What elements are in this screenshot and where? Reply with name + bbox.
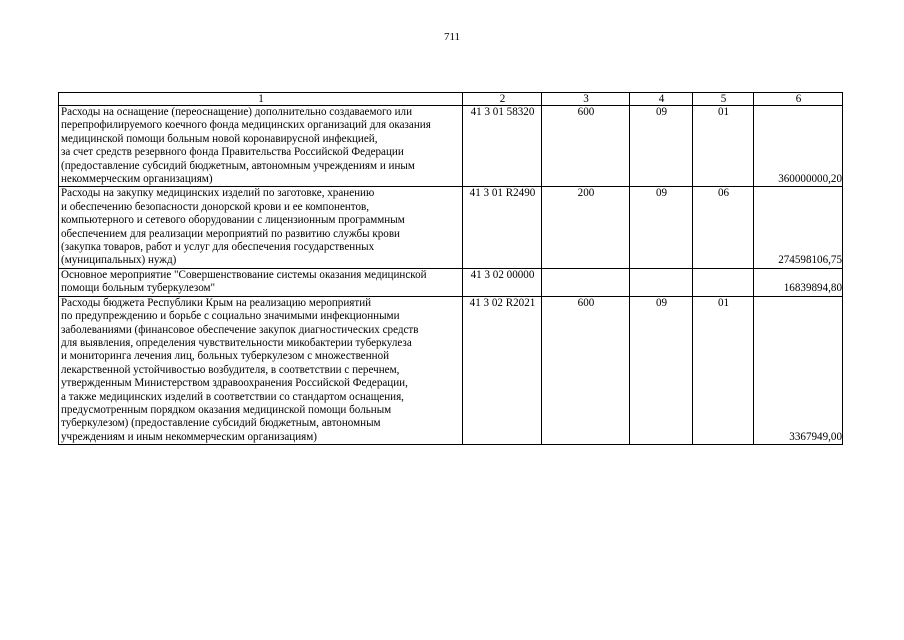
row-col4 <box>630 268 693 296</box>
row-col5: 01 <box>693 296 754 444</box>
row-col4: 09 <box>630 187 693 268</box>
table-row <box>59 187 843 268</box>
row-col3: 200 <box>542 187 630 268</box>
row-description: Расходы на оснащение (переоснащение) дополнительно создаваемого или перепрофилируемого коечного фонда медицинских организаций для оказания медицинской помощи больным новой коронавирусной инфекцией, за счет средств резервного фонда Правительства Российской Федерации (предоставление субсидий бюджетным, автономным учреждениям и иным некоммерческим организациям) <box>59 106 463 187</box>
column-header: 4 <box>630 93 693 106</box>
table-row <box>59 268 843 296</box>
row-col5: 06 <box>693 187 754 268</box>
table-header-row <box>59 93 843 106</box>
row-description: Расходы бюджета Республики Крым на реализацию мероприятий по предупреждению и борьбе с социально значимыми инфекционными заболеваниями (финансовое обеспечение закупок диагностических средств для выявления, определения чувствительности микобактерии туберкулеза и мониторинга лечения лиц, больных туберкулезом с множественной лекарственной устойчивостью возбудителя, в соответствии с перечнем, утвержденным Министерством здравоохранения Российской Федерации, а также медицинских изделий в соответствии со стандартом оснащения, предусмотренным порядком оказания медицинской помощи больным туберкулезом) (предоставление субсидий бюджетным, автономным учреждениям и иным некоммерческим организациям) <box>59 296 463 444</box>
column-header: 3 <box>542 93 630 106</box>
row-col4: 09 <box>630 296 693 444</box>
row-description: Расходы на закупку медицинских изделий по заготовке, хранению и обеспечению безопасности донорской крови и ее компонентов, компьютерного и сетевого оборудовании с лицензионным программным обеспечением для реализации мероприятий по развитию службы крови (закупка товаров, работ и услуг для обеспечения государственных (муниципальных) нужд) <box>59 187 463 268</box>
column-header: 1 <box>59 93 463 106</box>
row-code: 41 3 01 R2490 <box>463 187 542 268</box>
row-col4: 09 <box>630 106 693 187</box>
row-col5 <box>693 268 754 296</box>
row-amount: 274598106,75 <box>754 187 843 268</box>
row-col3: 600 <box>542 296 630 444</box>
row-code: 41 3 01 58320 <box>463 106 542 187</box>
table-row <box>59 106 843 187</box>
column-header: 5 <box>693 93 754 106</box>
row-amount: 16839894,80 <box>754 268 843 296</box>
row-amount: 360000000,20 <box>754 106 843 187</box>
row-col3: 600 <box>542 106 630 187</box>
table-row <box>59 296 843 444</box>
row-amount: 3367949,00 <box>754 296 843 444</box>
row-code: 41 3 02 R2021 <box>463 296 542 444</box>
column-header: 6 <box>754 93 843 106</box>
row-col5: 01 <box>693 106 754 187</box>
row-code: 41 3 02 00000 <box>463 268 542 296</box>
row-col3 <box>542 268 630 296</box>
column-header: 2 <box>463 93 542 106</box>
budget-table <box>58 92 843 445</box>
row-description: Основное мероприятие "Совершенствование системы оказания медицинской помощи больным туберкулезом" <box>59 268 463 296</box>
page-number: 711 <box>443 31 461 43</box>
